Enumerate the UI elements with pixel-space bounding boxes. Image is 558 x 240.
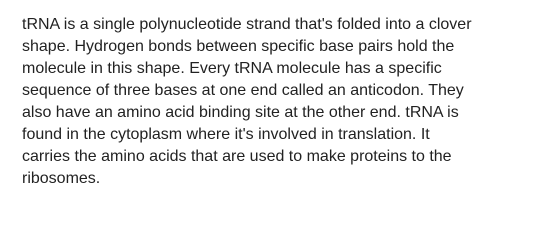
- passage-line: sequence of three bases at one end called an anticodon. They: [22, 82, 464, 99]
- passage-line: shape. Hydrogen bonds between specific base pairs hold the: [22, 38, 455, 55]
- passage-line: found in the cytoplasm where it's involved in translation. It: [22, 126, 430, 143]
- passage-line: also have an amino acid binding site at the other end. tRNA is: [22, 104, 459, 121]
- passage-line: carries the amino acids that are used to make proteins to the: [22, 148, 452, 165]
- passage: [22, 14, 552, 190]
- passage-line: ribosomes.: [22, 170, 101, 187]
- passage-line: molecule in this shape. Every tRNA molecule has a specific: [22, 60, 442, 77]
- passage-line: tRNA is a single polynucleotide strand that's folded into a clover: [22, 16, 472, 33]
